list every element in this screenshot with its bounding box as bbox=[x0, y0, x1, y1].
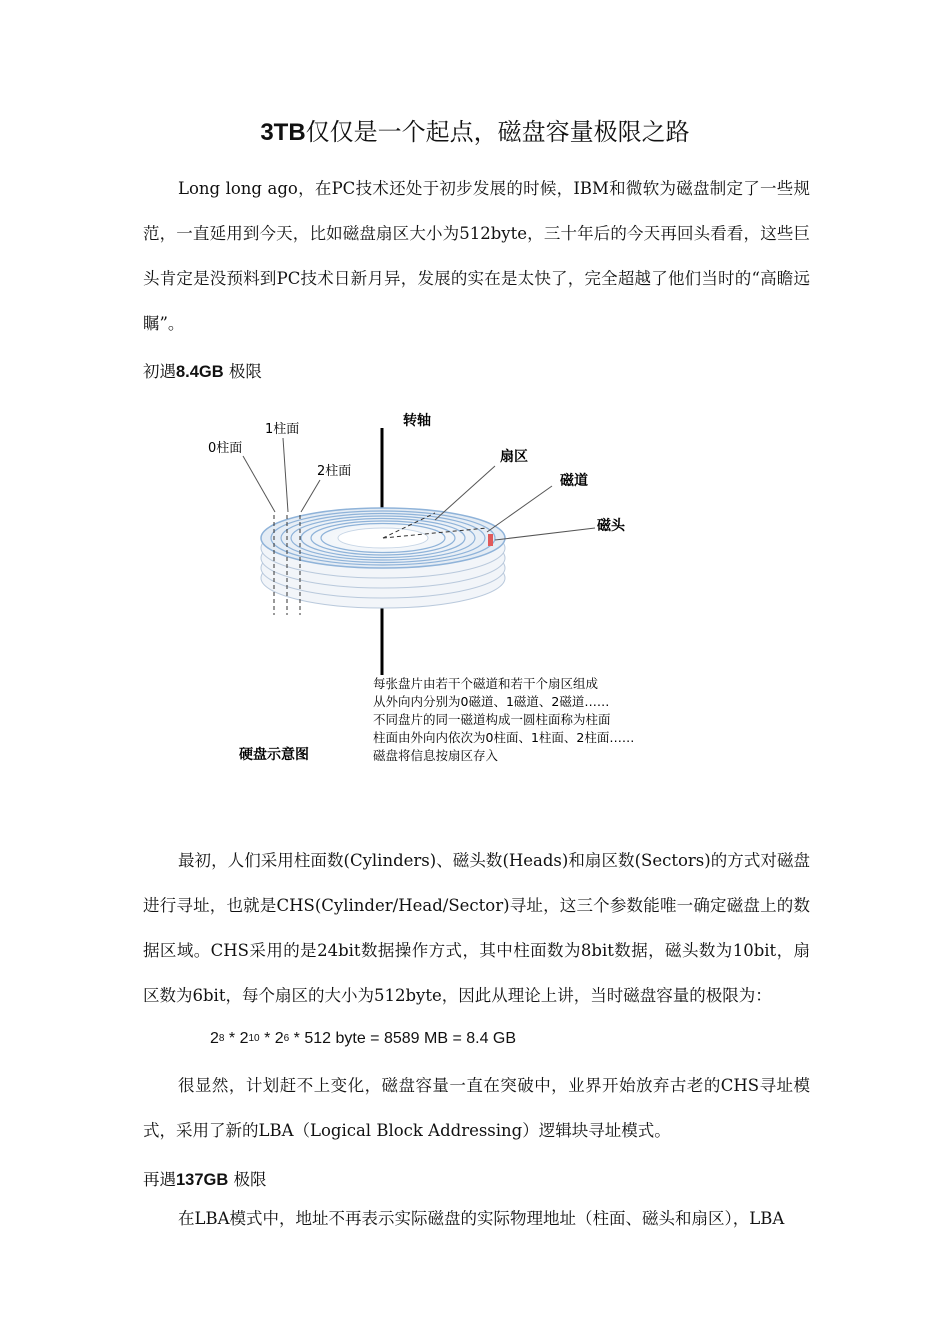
diagram-note: 每张盘片由若干个磁道和若干个扇区组成 bbox=[373, 676, 599, 691]
section1-prefix: 初遇 bbox=[143, 362, 176, 381]
diagram-note: 磁盘将信息按扇区存入 bbox=[373, 748, 499, 763]
section-heading-8-4gb bbox=[143, 358, 262, 382]
formula-base: 2 bbox=[274, 1030, 284, 1047]
intro-paragraph: Long long ago，在PC技术还处于初步发展的时候，IBM和微软为磁盘制定了一些规范，一直延用到今天，比如磁盘扇区大小为512byte，三十年后的今天再回头看看，这些巨头肯定是没预料到PC技术日新月异，发展的实在是太快了，完全超越了他们当时的“高瞻远瞩”。 bbox=[143, 179, 810, 333]
label-cylinder-2: 2柱面 bbox=[317, 464, 352, 479]
formula-result: * 512 byte = 8589 MB = 8.4 GB bbox=[289, 1030, 517, 1047]
capacity-formula bbox=[210, 1030, 516, 1048]
diagram-note: 柱面由外向内依次为0柱面、1柱面、2柱面…… bbox=[373, 730, 635, 745]
diagram-notes bbox=[373, 676, 634, 763]
section2-prefix: 再遇 bbox=[143, 1170, 176, 1189]
title-rest: 仅仅是一个起点，磁盘容量极限之路 bbox=[305, 118, 690, 146]
section2-suffix: 极限 bbox=[228, 1170, 267, 1189]
label-head: 磁头 bbox=[597, 518, 625, 534]
label-track: 磁道 bbox=[560, 473, 588, 489]
title-bold: 3TB bbox=[260, 119, 306, 146]
hard-disk-diagram-svg bbox=[195, 400, 715, 780]
diagram-note: 不同盘片的同一磁道构成一圆柱面称为柱面 bbox=[373, 712, 611, 727]
lba-paragraph: 很显然，计划赶不上变化，磁盘容量一直在突破中，业界开始放弃古老的CHS寻址模式，采用了新的LBA（Logical Block Addressing）逻辑块寻址模式。 bbox=[143, 1076, 810, 1140]
section1-suffix: 极限 bbox=[223, 362, 262, 381]
label-cylinder-0: 0柱面 bbox=[208, 441, 243, 456]
last-paragraph: 在LBA模式中，地址不再表示实际磁盘的实际物理地址（柱面、磁头和扇区），LBA bbox=[178, 1209, 785, 1228]
formula-exponent: 8 bbox=[218, 1033, 225, 1044]
head-mark bbox=[488, 534, 493, 546]
hard-disk-diagram bbox=[195, 400, 715, 780]
formula-base: 2 bbox=[239, 1030, 249, 1047]
page-title bbox=[0, 112, 950, 147]
formula-exponent: 6 bbox=[283, 1033, 290, 1044]
platter-stack bbox=[261, 508, 505, 608]
diagram-caption: 硬盘示意图 bbox=[239, 747, 309, 763]
chs-paragraph: 最初，人们采用柱面数(Cylinders)、磁头数(Heads)和扇区数(Sectors)的方式对磁盘进行寻址，也就是CHS(Cylinder/Head/Sector)寻址，这三个参数能唯一确定磁盘上的数据区域。CHS采用的是24bit数据操作方式，其中柱面数为8bit数据，磁头数为10bit，扇区数为6bit，每个扇区的大小为512byte，因此从理论上讲，当时磁盘容量的极限为： bbox=[143, 851, 810, 1005]
label-spindle: 转轴 bbox=[403, 413, 431, 429]
formula-exponent: 10 bbox=[248, 1033, 260, 1044]
label-sector: 扇区 bbox=[500, 449, 528, 465]
formula-operator: * bbox=[259, 1030, 275, 1047]
label-cylinder-1: 1柱面 bbox=[265, 422, 300, 437]
section2-bold: 137GB bbox=[176, 1171, 229, 1189]
formula-base: 2 bbox=[210, 1030, 219, 1047]
formula-operator: * bbox=[224, 1030, 240, 1047]
section-heading-137gb bbox=[143, 1166, 267, 1190]
diagram-note: 从外向内分别为0磁道、1磁道、2磁道…… bbox=[373, 694, 610, 709]
section1-bold: 8.4GB bbox=[176, 363, 224, 381]
